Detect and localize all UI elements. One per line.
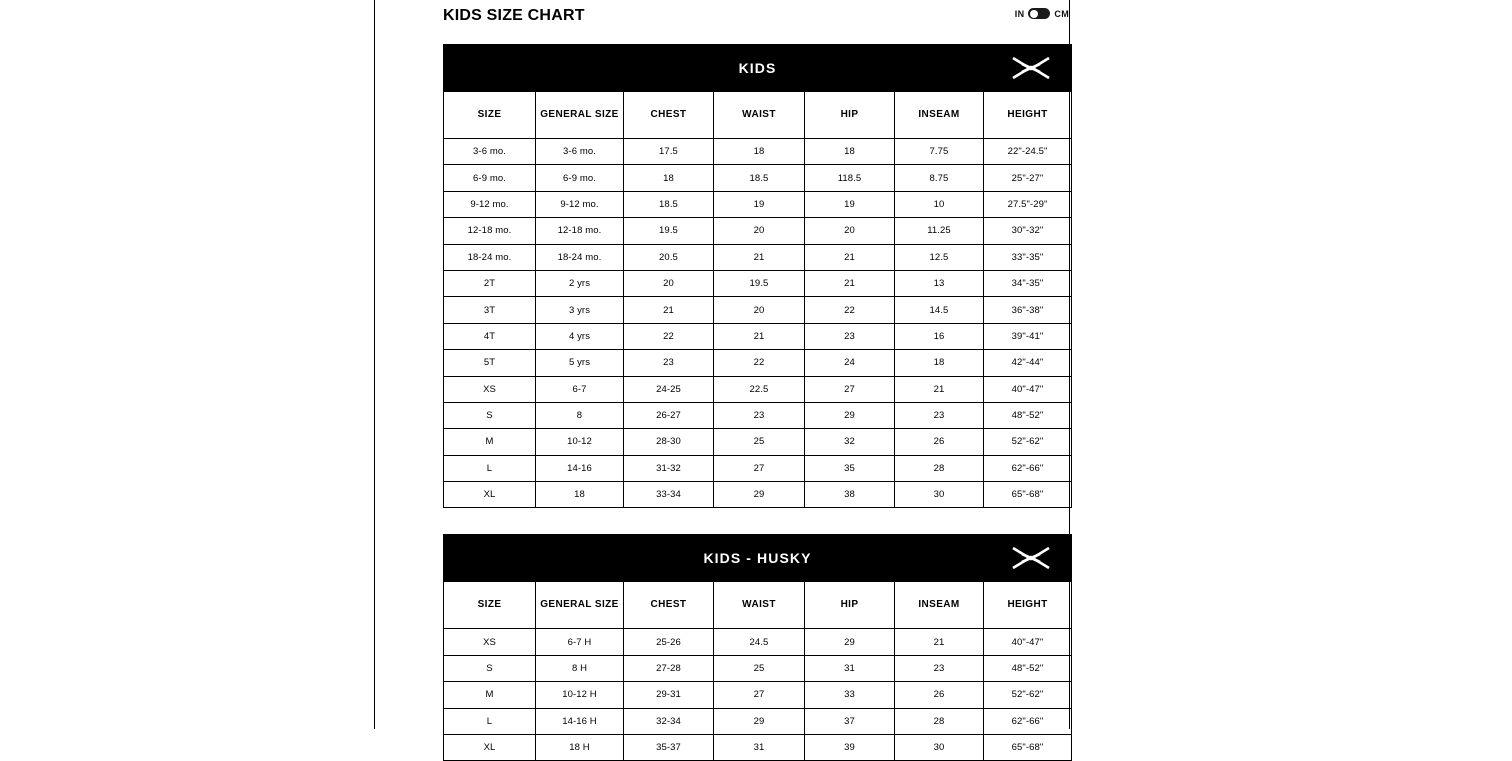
table-row xyxy=(444,350,1072,376)
band-title: KIDS xyxy=(738,60,777,76)
cell-hip: 18 xyxy=(805,139,895,165)
table-band-kids-husky xyxy=(444,535,1072,582)
cell-waist: 21 xyxy=(714,323,805,349)
cell-general: 2 yrs xyxy=(536,270,624,296)
table-row xyxy=(444,682,1072,708)
cell-height: 62"-66" xyxy=(984,708,1072,734)
cell-waist: 25 xyxy=(714,655,805,681)
cell-general: 3-6 mo. xyxy=(536,139,624,165)
kids-size-table xyxy=(443,44,1072,508)
column-header-waist: WAIST xyxy=(714,92,805,139)
cell-waist: 20 xyxy=(714,218,805,244)
table-row xyxy=(444,629,1072,655)
cell-general: 14-16 H xyxy=(536,708,624,734)
cell-chest: 24-25 xyxy=(624,376,714,402)
cell-size: M xyxy=(444,429,536,455)
cell-waist: 29 xyxy=(714,708,805,734)
cell-height: 48"-52" xyxy=(984,655,1072,681)
cell-chest: 27-28 xyxy=(624,655,714,681)
crossed-arrows-logo xyxy=(1011,55,1051,81)
cell-hip: 31 xyxy=(805,655,895,681)
column-header-inseam: INSEAM xyxy=(895,582,984,629)
band-title: KIDS - HUSKY xyxy=(703,550,812,567)
column-header-hip: HIP xyxy=(805,92,895,139)
cell-height: 36"-38" xyxy=(984,297,1072,323)
cell-height: 40"-47" xyxy=(984,376,1072,402)
cell-inseam: 23 xyxy=(895,655,984,681)
cell-hip: 38 xyxy=(805,482,895,508)
cell-hip: 22 xyxy=(805,297,895,323)
column-header-general-size: GENERAL SIZE xyxy=(536,92,624,139)
cell-general: 5 yrs xyxy=(536,350,624,376)
cell-hip: 23 xyxy=(805,323,895,349)
cell-size: 6-9 mo. xyxy=(444,165,536,191)
cell-size: S xyxy=(444,402,536,428)
table-row xyxy=(444,139,1072,165)
cell-hip: 29 xyxy=(805,402,895,428)
cell-height: 48"-52" xyxy=(984,402,1072,428)
cell-size: XL xyxy=(444,482,536,508)
cell-inseam: 30 xyxy=(895,482,984,508)
cell-waist: 20 xyxy=(714,297,805,323)
table-row xyxy=(444,244,1072,270)
table-row xyxy=(444,655,1072,681)
cell-inseam: 8.75 xyxy=(895,165,984,191)
cell-size: 18-24 mo. xyxy=(444,244,536,270)
column-header-hip: HIP xyxy=(805,582,895,629)
table-row xyxy=(444,402,1072,428)
column-header-chest: CHEST xyxy=(624,582,714,629)
cell-chest: 31-32 xyxy=(624,455,714,481)
column-header-waist: WAIST xyxy=(714,582,805,629)
cell-general: 18 H xyxy=(536,735,624,761)
cell-general: 6-9 mo. xyxy=(536,165,624,191)
column-header-chest: CHEST xyxy=(624,92,714,139)
table-row xyxy=(444,735,1072,761)
cell-height: 30"-32" xyxy=(984,218,1072,244)
cell-height: 34"-35" xyxy=(984,270,1072,296)
cell-hip: 19 xyxy=(805,191,895,217)
table-row xyxy=(444,218,1072,244)
crossed-arrows-logo xyxy=(1011,545,1051,571)
cell-size: 9-12 mo. xyxy=(444,191,536,217)
cell-chest: 19.5 xyxy=(624,218,714,244)
cell-hip: 32 xyxy=(805,429,895,455)
unit-label-cm: CM xyxy=(1054,8,1069,19)
cell-size: 3-6 mo. xyxy=(444,139,536,165)
column-header-size: SIZE xyxy=(444,582,536,629)
cell-waist: 29 xyxy=(714,482,805,508)
cell-size: 2T xyxy=(444,270,536,296)
cell-size: 4T xyxy=(444,323,536,349)
cell-size: XS xyxy=(444,629,536,655)
table-band-kids xyxy=(444,45,1072,92)
cell-chest: 29-31 xyxy=(624,682,714,708)
cell-inseam: 28 xyxy=(895,708,984,734)
cell-height: 22"-24.5" xyxy=(984,139,1072,165)
cell-height: 39"-41" xyxy=(984,323,1072,349)
table-row xyxy=(444,165,1072,191)
cell-waist: 25 xyxy=(714,429,805,455)
cell-inseam: 7.75 xyxy=(895,139,984,165)
table-row xyxy=(444,455,1072,481)
cell-chest: 35-37 xyxy=(624,735,714,761)
cell-chest: 20.5 xyxy=(624,244,714,270)
cell-size: 3T xyxy=(444,297,536,323)
cell-inseam: 13 xyxy=(895,270,984,296)
cell-inseam: 21 xyxy=(895,629,984,655)
table-header-row xyxy=(444,92,1072,139)
cell-chest: 23 xyxy=(624,350,714,376)
cell-chest: 28-30 xyxy=(624,429,714,455)
cell-height: 33"-35" xyxy=(984,244,1072,270)
cell-hip: 33 xyxy=(805,682,895,708)
cell-chest: 21 xyxy=(624,297,714,323)
cell-height: 40"-47" xyxy=(984,629,1072,655)
cell-general: 6-7 xyxy=(536,376,624,402)
cell-hip: 118.5 xyxy=(805,165,895,191)
cell-general: 14-16 xyxy=(536,455,624,481)
table-row xyxy=(444,270,1072,296)
cell-waist: 18 xyxy=(714,139,805,165)
cell-waist: 31 xyxy=(714,735,805,761)
column-header-general-size: GENERAL SIZE xyxy=(536,582,624,629)
cell-waist: 23 xyxy=(714,402,805,428)
cell-hip: 35 xyxy=(805,455,895,481)
table-row xyxy=(444,191,1072,217)
cell-general: 18 xyxy=(536,482,624,508)
column-header-height: HEIGHT xyxy=(984,582,1072,629)
cell-inseam: 26 xyxy=(895,682,984,708)
cell-inseam: 21 xyxy=(895,376,984,402)
table-row xyxy=(444,708,1072,734)
cell-size: XS xyxy=(444,376,536,402)
cell-hip: 29 xyxy=(805,629,895,655)
table-row xyxy=(444,429,1072,455)
cell-waist: 18.5 xyxy=(714,165,805,191)
unit-label-in: IN xyxy=(1014,8,1025,19)
cell-waist: 19.5 xyxy=(714,270,805,296)
cell-height: 65"-68" xyxy=(984,735,1072,761)
cell-chest: 26-27 xyxy=(624,402,714,428)
cell-inseam: 10 xyxy=(895,191,984,217)
cell-size: 12-18 mo. xyxy=(444,218,536,244)
cell-inseam: 12.5 xyxy=(895,244,984,270)
cell-general: 18-24 mo. xyxy=(536,244,624,270)
cell-general: 6-7 H xyxy=(536,629,624,655)
cell-inseam: 30 xyxy=(895,735,984,761)
cell-chest: 22 xyxy=(624,323,714,349)
cell-waist: 24.5 xyxy=(714,629,805,655)
cell-hip: 37 xyxy=(805,708,895,734)
cell-general: 12-18 mo. xyxy=(536,218,624,244)
cell-height: 42"-44" xyxy=(984,350,1072,376)
cell-height: 65"-68" xyxy=(984,482,1072,508)
cell-hip: 24 xyxy=(805,350,895,376)
table-row xyxy=(444,376,1072,402)
cell-waist: 22 xyxy=(714,350,805,376)
cell-general: 8 xyxy=(536,402,624,428)
cell-height: 52"-62" xyxy=(984,682,1072,708)
cell-height: 62"-66" xyxy=(984,455,1072,481)
cell-inseam: 16 xyxy=(895,323,984,349)
page-title: KIDS SIZE CHART xyxy=(443,7,585,24)
cell-hip: 39 xyxy=(805,735,895,761)
cell-size: XL xyxy=(444,735,536,761)
cell-general: 10-12 H xyxy=(536,682,624,708)
table-row xyxy=(444,323,1072,349)
cell-waist: 22.5 xyxy=(714,376,805,402)
cell-chest: 18.5 xyxy=(624,191,714,217)
cell-inseam: 18 xyxy=(895,350,984,376)
cell-waist: 21 xyxy=(714,244,805,270)
cell-waist: 19 xyxy=(714,191,805,217)
cell-size: L xyxy=(444,455,536,481)
cell-hip: 20 xyxy=(805,218,895,244)
cell-size: S xyxy=(444,655,536,681)
cell-general: 4 yrs xyxy=(536,323,624,349)
cell-waist: 27 xyxy=(714,682,805,708)
column-header-size: SIZE xyxy=(444,92,536,139)
cell-chest: 17.5 xyxy=(624,139,714,165)
cell-hip: 27 xyxy=(805,376,895,402)
column-header-inseam: INSEAM xyxy=(895,92,984,139)
cell-inseam: 26 xyxy=(895,429,984,455)
cell-general: 10-12 xyxy=(536,429,624,455)
kids-husky-size-table xyxy=(443,534,1072,761)
cell-inseam: 14.5 xyxy=(895,297,984,323)
cell-waist: 27 xyxy=(714,455,805,481)
table-header-row xyxy=(444,582,1072,629)
cell-general: 9-12 mo. xyxy=(536,191,624,217)
cell-chest: 20 xyxy=(624,270,714,296)
cell-inseam: 28 xyxy=(895,455,984,481)
cell-hip: 21 xyxy=(805,270,895,296)
content-column xyxy=(443,0,1071,761)
cell-height: 27.5"-29" xyxy=(984,191,1072,217)
cell-hip: 21 xyxy=(805,244,895,270)
cell-inseam: 11.25 xyxy=(895,218,984,244)
cell-chest: 18 xyxy=(624,165,714,191)
column-header-height: HEIGHT xyxy=(984,92,1072,139)
table-row xyxy=(444,297,1072,323)
cell-chest: 32-34 xyxy=(624,708,714,734)
cell-general: 3 yrs xyxy=(536,297,624,323)
cell-chest: 25-26 xyxy=(624,629,714,655)
cell-inseam: 23 xyxy=(895,402,984,428)
left-margin-rule xyxy=(374,0,375,729)
cell-size: 5T xyxy=(444,350,536,376)
cell-size: M xyxy=(444,682,536,708)
cell-height: 52"-62" xyxy=(984,429,1072,455)
table-row xyxy=(444,482,1072,508)
cell-size: L xyxy=(444,708,536,734)
cell-general: 8 H xyxy=(536,655,624,681)
cell-height: 25"-27" xyxy=(984,165,1072,191)
cell-chest: 33-34 xyxy=(624,482,714,508)
